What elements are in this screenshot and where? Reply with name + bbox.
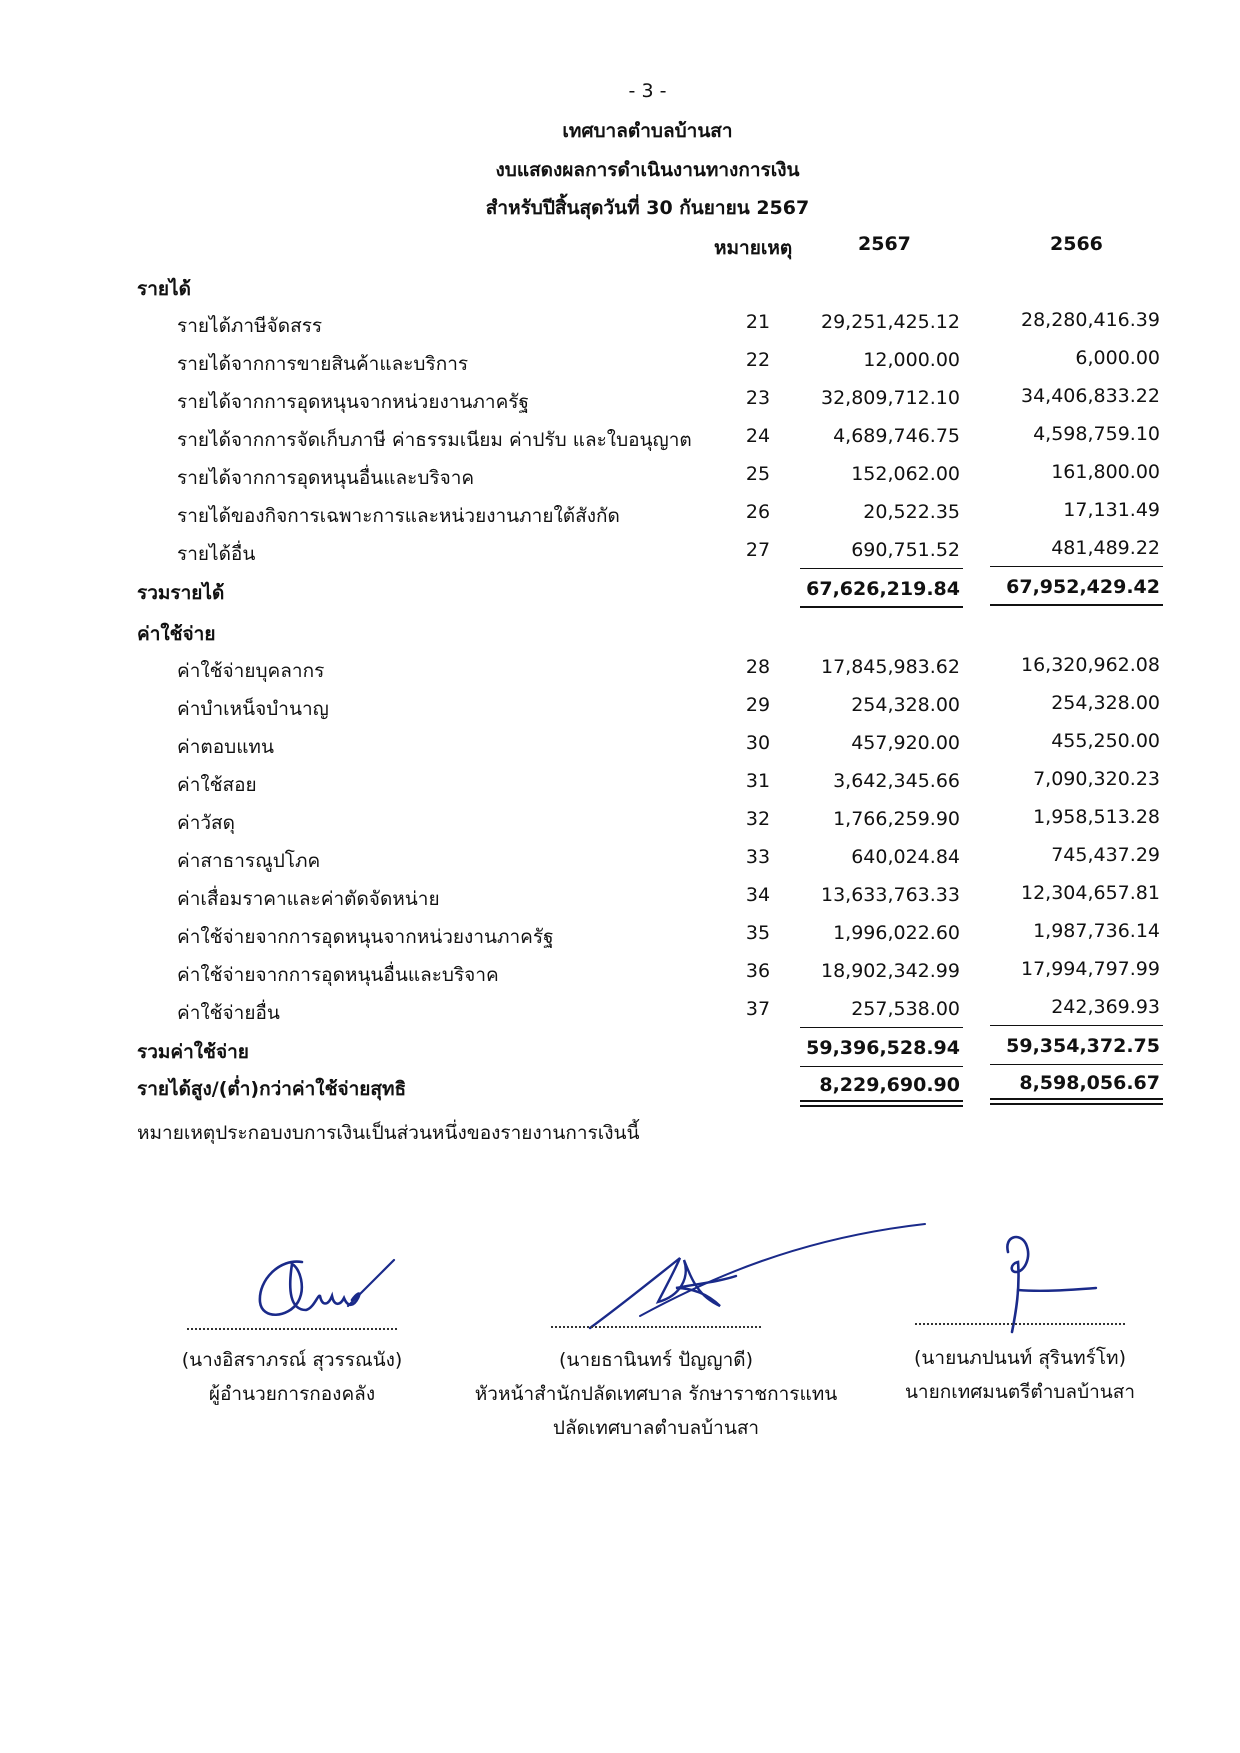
net-result-2567: 8,229,690.90 [819,1074,960,1096]
total-expenses-label: รวมค่าใช้จ่าย [137,1041,249,1063]
expense-row-2566: 254,328.00 [1051,692,1160,714]
col-header-2567: 2567 [858,233,911,255]
expense-row-note: 34 [745,884,771,906]
expense-row-2567: 18,902,342.99 [820,960,960,982]
subtotal-rule [800,568,963,569]
total-rule [800,1066,963,1067]
footnote: หมายเหตุประกอบงบการเงินเป็นส่วนหนึ่งของรายงานการเงินนี้ [137,1122,640,1144]
revenue-row-2567: 12,000.00 [863,349,960,371]
revenue-row-label: รายได้อื่น [177,543,256,565]
revenue-row-2566: 161,800.00 [1051,461,1160,483]
revenue-row-note: 21 [745,311,771,333]
revenue-row-note: 22 [745,349,771,371]
total-rule [990,1064,1163,1065]
expense-row-2566: 17,994,797.99 [1020,958,1160,980]
net-result-2566: 8,598,056.67 [1019,1072,1160,1094]
expense-row-label: ค่าสาธารณูปโภค [177,850,321,872]
revenue-row-2567: 32,809,712.10 [820,387,960,409]
expense-row-label: ค่าใช้จ่ายจากการอุดหนุนอื่นและบริจาค [177,964,499,986]
expense-row-2567: 1,766,259.90 [833,808,960,830]
revenue-row-label: รายได้จากการอุดหนุนจากหน่วยงานภาครัฐ [177,391,529,413]
total-revenue-2566: 67,952,429.42 [1006,576,1160,598]
expense-row-label: ค่าใช้สอย [177,774,257,796]
expense-row-note: 28 [745,656,771,678]
expense-row-2567: 3,642,345.66 [833,770,960,792]
signature-3 [990,1228,1110,1338]
expense-row-note: 35 [745,922,771,944]
revenue-row-label: รายได้จากการอุดหนุนอื่นและบริจาค [177,467,475,489]
expense-row-2566: 7,090,320.23 [1033,768,1160,790]
expense-row-note: 32 [745,808,771,830]
net-result-label: รายได้สูง/(ต่ำ)กว่าค่าใช้จ่ายสุทธิ [137,1078,407,1100]
signature-2 [580,1218,940,1338]
revenue-row-2567: 29,251,425.12 [820,311,960,333]
revenue-row-note: 27 [745,539,771,561]
revenue-row-note: 25 [745,463,771,485]
expense-row-label: ค่าบำเหน็จบำนาญ [177,698,329,720]
revenue-row-label: รายได้ของกิจการเฉพาะการและหน่วยงานภายใต้สังกัด [177,505,620,527]
signatory-name: (นางอิสราภรณ์ สุวรรณนัง) [181,1349,403,1371]
expenses-heading: ค่าใช้จ่าย [137,623,216,645]
expense-row-note: 31 [745,770,771,792]
expense-row-2567: 254,328.00 [851,694,960,716]
expense-row-2567: 640,024.84 [851,846,960,868]
revenue-row-2566: 34,406,833.22 [1020,385,1160,407]
expense-row-2567: 13,633,763.33 [820,884,960,906]
col-header-2566: 2566 [1050,233,1103,255]
revenue-row-2566: 6,000.00 [1075,347,1160,369]
subtotal-rule [990,1025,1163,1026]
revenue-row-label: รายได้ภาษีจัดสรร [177,315,323,337]
revenue-row-2566: 481,489.22 [1051,537,1160,559]
subtotal-rule [990,566,1163,567]
signatory-title: ผู้อำนวยการกองคลัง [208,1383,376,1405]
total-revenue-label: รวมรายได้ [137,582,225,604]
expense-row-note: 30 [745,732,771,754]
expense-row-2566: 745,437.29 [1051,844,1160,866]
revenue-row-2566: 28,280,416.39 [1020,309,1160,331]
revenue-row-2566: 4,598,759.10 [1033,423,1160,445]
total-expenses-2567: 59,396,528.94 [806,1037,960,1059]
revenue-row-2567: 20,522.35 [863,501,960,523]
statement-title: งบแสดงผลการดำเนินงานทางการเงิน [495,159,800,181]
signature-line [915,1323,1125,1325]
expense-row-2566: 1,958,513.28 [1033,806,1160,828]
signatory-title: หัวหน้าสำนักปลัดเทศบาล รักษาราชการแทน [474,1383,838,1405]
expense-row-label: ค่าใช้จ่ายอื่น [177,1002,280,1024]
subtotal-rule [800,1027,963,1028]
col-header-note: หมายเหตุ [714,237,793,259]
expense-row-label: ค่าใช้จ่ายจากการอุดหนุนจากหน่วยงานภาครัฐ [177,926,554,948]
expense-row-2566: 16,320,962.08 [1020,654,1160,676]
expense-row-2567: 17,845,983.62 [820,656,960,678]
total-revenue-2567: 67,626,219.84 [806,578,960,600]
expense-row-label: ค่าใช้จ่ายบุคลากร [177,660,325,682]
double-rule-top [990,1098,1163,1100]
expense-row-note: 33 [745,846,771,868]
signature-line [187,1328,397,1330]
revenue-row-label: รายได้จากการขายสินค้าและบริการ [177,353,469,375]
total-expenses-2566: 59,354,372.75 [1006,1035,1160,1057]
expense-row-2567: 457,920.00 [851,732,960,754]
revenue-row-2566: 17,131.49 [1063,499,1160,521]
expense-row-2566: 242,369.93 [1051,996,1160,1018]
period-title: สำหรับปีสิ้นสุดวันที่ 30 กันยายน 2567 [485,197,810,219]
expense-row-label: ค่าตอบแทน [177,736,274,758]
revenue-row-2567: 152,062.00 [851,463,960,485]
revenue-row-label: รายได้จากการจัดเก็บภาษี ค่าธรรมเนียม ค่าปรับ และใบอนุญาต [177,429,692,451]
expense-row-note: 36 [745,960,771,982]
revenue-row-note: 23 [745,387,771,409]
revenue-row-2567: 4,689,746.75 [833,425,960,447]
revenue-row-note: 24 [745,425,771,447]
expense-row-note: 29 [745,694,771,716]
expense-row-label: ค่าเสื่อมราคาและค่าตัดจัดหน่าย [177,888,440,910]
double-rule-bottom [800,1105,963,1107]
org-title: เทศบาลตำบลบ้านสา [562,120,733,142]
double-rule-top [800,1100,963,1102]
signatory-title: ปลัดเทศบาลตำบลบ้านสา [552,1417,760,1439]
expense-row-note: 37 [745,998,771,1020]
expense-row-2566: 1,987,736.14 [1033,920,1160,942]
revenue-row-note: 26 [745,501,771,523]
signatory-name: (นายนภปนนท์ สุรินทร์โท) [914,1347,1126,1369]
signature-line [551,1326,761,1328]
page-number: - 3 - [628,80,667,102]
revenue-row-2567: 690,751.52 [851,539,960,561]
double-rule-bottom [990,1103,1163,1105]
signatory-title: นายกเทศมนตรีตำบลบ้านสา [904,1381,1136,1403]
total-rule [800,606,963,608]
signature-1 [240,1250,400,1330]
signatory-name: (นายธานินทร์ ปัญญาดี) [558,1349,754,1371]
expense-row-2566: 12,304,657.81 [1020,882,1160,904]
expense-row-label: ค่าวัสดุ [177,812,235,834]
expense-row-2567: 1,996,022.60 [833,922,960,944]
expense-row-2566: 455,250.00 [1051,730,1160,752]
expense-row-2567: 257,538.00 [851,998,960,1020]
revenue-heading: รายได้ [137,278,191,300]
total-rule [990,604,1163,606]
